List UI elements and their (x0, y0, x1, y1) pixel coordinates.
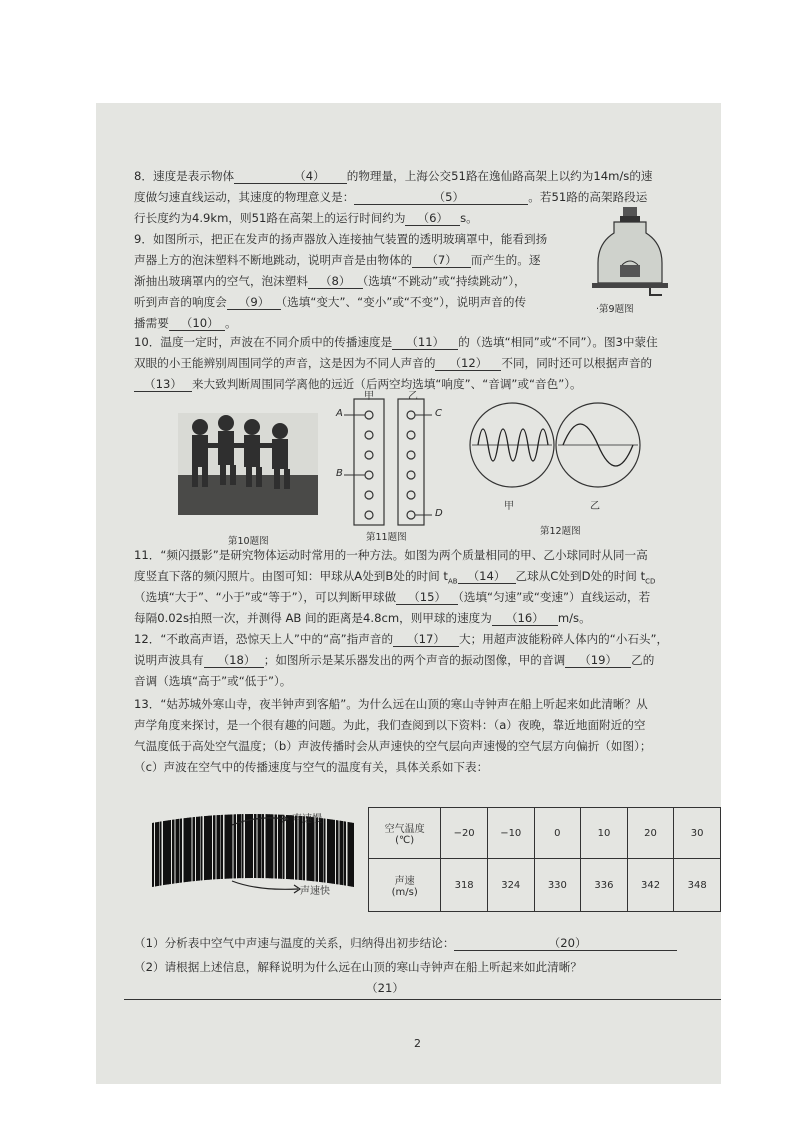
table-header: 空气温度 (℃) (369, 808, 441, 859)
q11-line2: 度竖直下落的频闪照片。由图可知：甲球从A处到B处的时间 $t_{AB}$ （14） 乙球从C处到D处的时间 $t_{CD}$ (134, 569, 656, 586)
q13-line4: （c）声波在空气中的传播速度与空气的温度有关，具体关系如下表： (134, 760, 489, 774)
table-row (369, 859, 721, 912)
wavefront-bar (287, 809, 291, 905)
blank-12[interactable]: （12） (435, 356, 501, 371)
table-cell: 348 (674, 859, 721, 912)
label-fast: 声速快 (300, 886, 330, 897)
blank-10[interactable]: （10） (169, 316, 225, 331)
blank-21[interactable]: （21） (366, 981, 404, 995)
wavefront-bar (201, 809, 202, 905)
table-cell: 30 (674, 808, 721, 859)
wavefront-bar (160, 809, 161, 905)
q10-line1: 10．温度一定时，声波在不同介质中的传播速度是 （11） 的（选填“相同”或“不同”）。图3中蒙住 (134, 335, 658, 349)
label-slow: 声速慢 (292, 814, 322, 825)
blank-9[interactable]: （9） (227, 295, 282, 310)
bell-jar-figure (590, 203, 670, 303)
wavefront-bar (222, 809, 223, 905)
q13-part2: （2）请根据上述信息，解释说明为什么远在山顶的寒山寺钟声在船上听起来如此清晰？ (134, 960, 582, 974)
wavefront-bar (189, 809, 191, 905)
wavefront-bar (279, 809, 282, 905)
strobe-photo-figure (332, 397, 442, 529)
wavefront-bar (340, 809, 343, 905)
q8-line3: 行长度约为4.9km，则51路在高架上的运行时间约为 （6） s。 (134, 211, 478, 225)
blank-19[interactable]: （19） (565, 653, 631, 668)
q10-line3: （13） 来大致判断周围同学离他的远近（后两空均选填“响度”、“音调”或“音色”）。 (134, 375, 582, 393)
point-b: B (336, 468, 343, 479)
q12-line1: 12．“不敢高声语，恐惊天上人”中的“高”指声音的 （17） 大；用超声波能粉碎人体内的“小石头”， (134, 632, 669, 646)
wavefront-bar (242, 809, 243, 905)
table-cell: 20 (627, 808, 674, 859)
wavefront-bar (263, 809, 264, 905)
speed-table (368, 807, 721, 912)
q13-line1: 13．“姑苏城外寒山寺，夜半钟声到客船”。为什么远在山顶的寒山寺钟声在船上听起来如此清晰？从 (134, 697, 648, 711)
q9-line1: 9．如图所示，把正在发声的扬声器放入连接抽气装置的透明玻璃罩中，能看到扬 (134, 232, 548, 246)
q13-line2: 声学角度来探讨，是一个很有趣的问题。为此，我们查阅到以下资料：（a）夜晚，靠近地面附近的空 (134, 718, 646, 732)
label-jia-12: 甲 (504, 501, 514, 512)
fig10-caption: 第10题图 (228, 536, 269, 547)
wavefront-bar (173, 809, 175, 905)
table-header: 声速 (m/s) (369, 859, 441, 912)
q9-line4: 听到声音的响度会 （9） （选填“变大”、“变小”或“不变”），说明声音的传 (134, 295, 527, 309)
wavefront-bar (283, 809, 284, 905)
table-cell: 330 (534, 859, 581, 912)
blank-7[interactable]: （7） (412, 253, 471, 268)
wavefront-bar (251, 809, 253, 905)
wavefront-bar (176, 809, 179, 905)
fig11-caption: 第11题图 (366, 532, 407, 543)
answer-line-21 (124, 999, 721, 1000)
table-cell: 10 (581, 808, 628, 859)
q11-line1: 11．“频闪摄影”是研究物体运动时常用的一种方法。如图为两个质量相同的甲、乙小球同时从同一高 (134, 548, 648, 562)
fig9-caption: ·第9题图 (596, 304, 634, 315)
blank-17[interactable]: （17） (393, 632, 459, 647)
q10-line2: 双眼的小王能辨别周围同学的声音，这是因为不同人声音的 （12） 不同，同时还可以根据声音的 (134, 356, 653, 370)
blank-14[interactable]: （14） (458, 569, 516, 584)
wavefront-bar (184, 809, 188, 905)
waveform-figure (468, 399, 652, 493)
wavefront-bar (348, 809, 352, 905)
wavefront-bar (275, 809, 277, 905)
wavefront-bar (181, 809, 182, 905)
exam-page (96, 103, 721, 1084)
q8-line1: 8．速度是表示物体 （4） 的物理量，上海公交51路在逸仙路高架上以约为14m/s的速 (134, 169, 653, 183)
wavefront-bar (156, 809, 159, 905)
page-number: 2 (414, 1037, 421, 1050)
blank-15[interactable]: （15） (396, 590, 458, 605)
q11-line3: （选填“大于”、“小于”或“等于”），可以判断甲球做 （15） （选填“匀速”或“变速”）直线运动，若 (134, 590, 651, 604)
wavefront-bar (217, 809, 220, 905)
wavefront-bar (337, 809, 339, 905)
point-c: C (435, 408, 442, 419)
wavefront-bar (210, 809, 212, 905)
wavefront-bar (169, 809, 171, 905)
wavefront-bar (266, 809, 270, 905)
blank-18[interactable]: （18） (204, 653, 264, 668)
q9-line3: 渐抽出玻璃罩内的空气，泡沫塑料 （8） （选填“不跳动”或“持续跳动”）， (134, 274, 526, 288)
q13-line3: 气温度低于高处空气温度；（b）声波传播时会从声速快的空气层向声速慢的空气层方向偏折（如图）； (134, 739, 652, 753)
table-cell: 342 (627, 859, 674, 912)
point-a: A (336, 408, 343, 419)
table-cell: 0 (534, 808, 581, 859)
q12-line3: 音调（选填“高于”或“低于”）。 (134, 674, 292, 688)
label-yi-11: 乙 (408, 391, 418, 402)
wavefront-bar (197, 809, 200, 905)
wavefront-bar (230, 809, 232, 905)
wavefront-bar (345, 809, 346, 905)
wavefront-bar (271, 809, 273, 905)
q9-line2: 声器上方的泡沫塑料不断地跳动，说明声音是由物体的 （7） 而产生的。逐 (134, 253, 541, 267)
wavefront-bar (214, 809, 216, 905)
wavefront-bar (205, 809, 209, 905)
wavefront-bar (193, 809, 195, 905)
blank-11[interactable]: （11） (392, 335, 458, 350)
wavefront-bar (258, 809, 261, 905)
table-cell: −10 (487, 808, 534, 859)
q13-part1: （1）分析表中空气中声速与温度的关系，归纳得出初步结论： （20） (134, 934, 677, 952)
table-cell: −20 (441, 808, 488, 859)
fig12-caption: 第12题图 (540, 526, 581, 537)
wavefront-bar (225, 809, 229, 905)
wavefront-bar (152, 809, 154, 905)
blank-4[interactable]: （4） (234, 169, 347, 184)
blank-5[interactable]: （5） (354, 190, 528, 205)
blank-8[interactable]: （8） (308, 274, 363, 289)
blank-13[interactable]: （13） (134, 377, 192, 392)
q12-line2: 说明声波具有 （18） ；如图所示是某乐器发出的两个声音的振动图像，甲的音调 （19） 乙的 (134, 653, 655, 667)
point-d: D (435, 508, 443, 519)
wavefront-bar (333, 809, 335, 905)
table-cell: 318 (441, 859, 488, 912)
children-photo (178, 413, 318, 515)
wavefront-bar (353, 809, 355, 905)
table-cell: 336 (581, 859, 628, 912)
q11-line4: 每隔0.02s拍照一次，并测得 AB 间的距离是4.8cm，则甲球的速度为 （16） m/s。 (134, 611, 591, 625)
label-jia-11: 甲 (364, 391, 374, 402)
blank-6[interactable]: （6） (405, 211, 460, 226)
blank-20[interactable]: （20） (454, 936, 676, 951)
blank-16[interactable]: （16） (492, 611, 558, 626)
q8-line2: 度做匀速直线运动，其速度的物理意义是： （5） 。若51路的高架路段运 (134, 190, 648, 204)
table-cell: 324 (487, 859, 534, 912)
wavefront-bar (246, 809, 250, 905)
wavefront-bar (255, 809, 257, 905)
label-yi-12: 乙 (590, 501, 600, 512)
q9-line5: 播需要 （10） 。 (134, 316, 237, 330)
wavefront-bar (164, 809, 168, 905)
table-row (369, 808, 721, 859)
